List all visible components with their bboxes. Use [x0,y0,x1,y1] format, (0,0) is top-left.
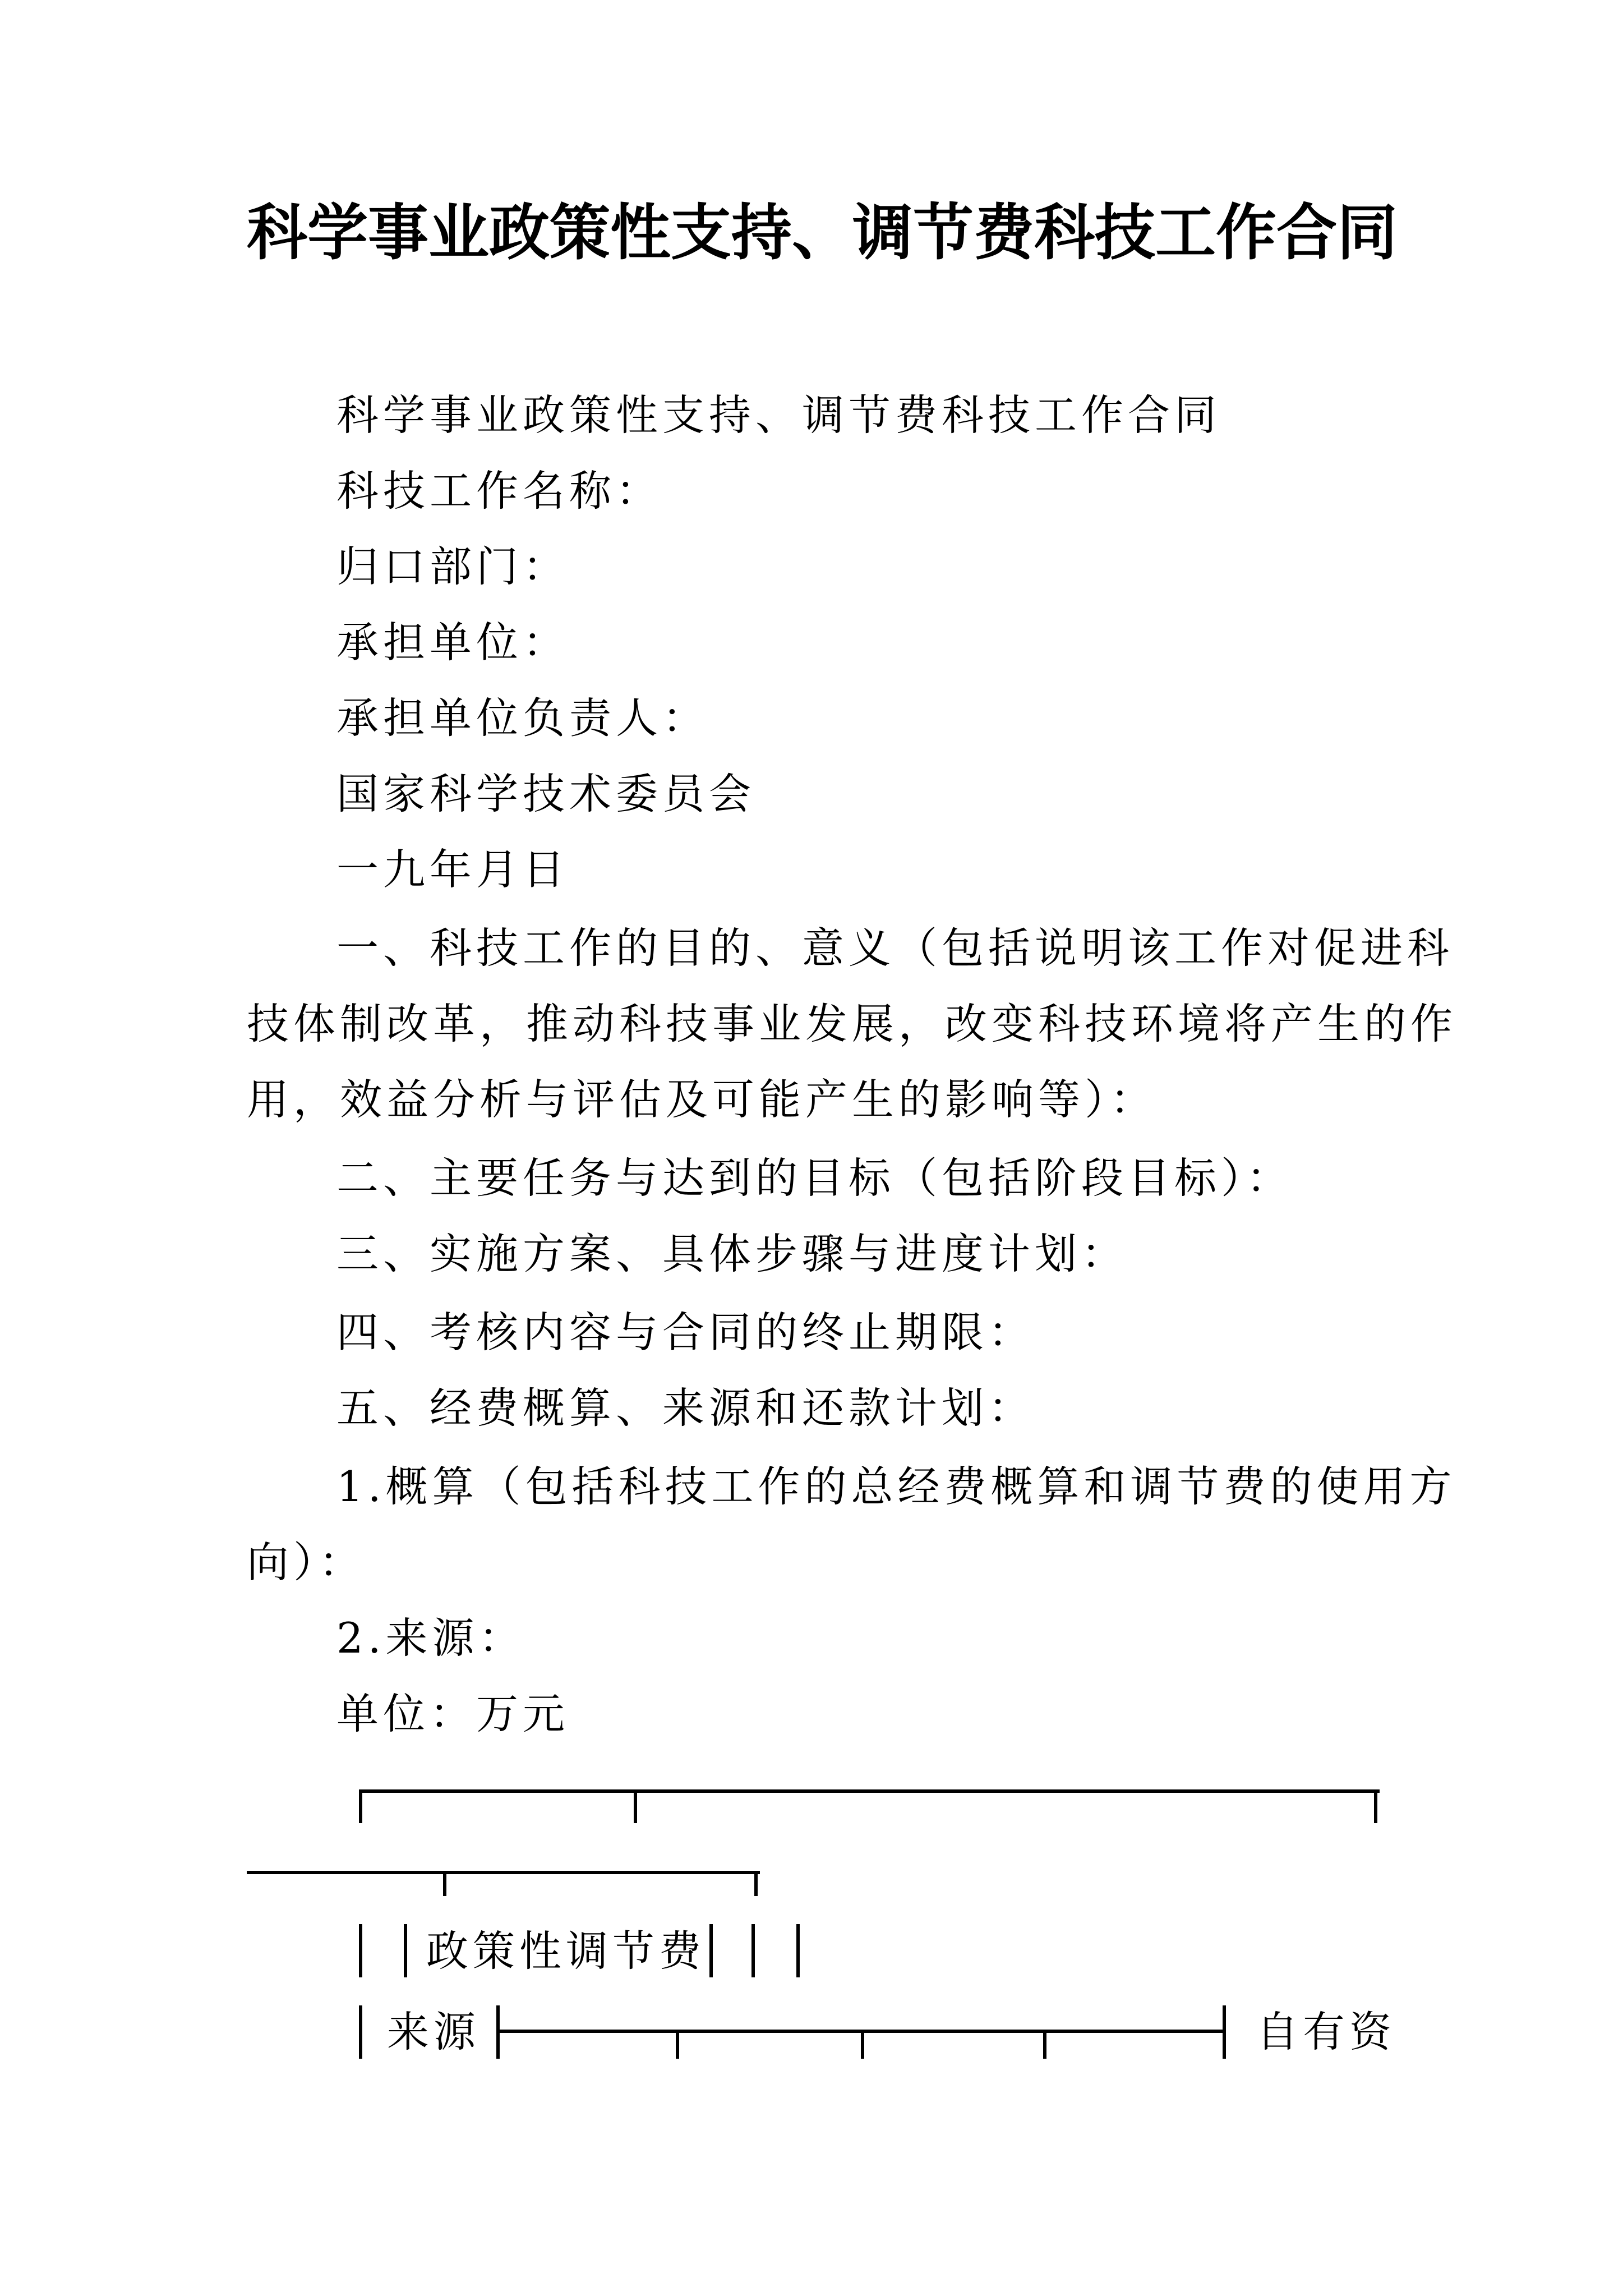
field-undertaking-unit: 承担单位： [336,618,570,667]
field-project-name: 科技工作名称： [336,466,663,516]
section-1-line-1: 一、科技工作的目的、意义（包括说明该工作对促进科 [336,923,1454,973]
field-department: 归口部门： [336,542,570,591]
section-4: 四、考核内容与合同的终止期限： [336,1308,1035,1357]
section-5-2: 2.来源： [336,1613,525,1663]
table-row1-divider-c [751,1924,755,1977]
table-header-policy-fee: 政策性调节费 [426,1926,706,1976]
table-row2-tick-3 [1043,2030,1046,2059]
table-row2-tick-2 [861,2030,864,2059]
table-top-right-corner [1374,1789,1377,1823]
table-top-divider [634,1789,637,1823]
section-5-1-line-1: 1.概算（包括科技工作的总经费概算和调节费的使用方 [336,1462,1456,1511]
section-3: 三、实施方案、具体步骤与进度计划： [336,1229,1128,1278]
section-1-line-2: 技体制改革，推动科技事业发展，改变科技环境将产生的作 [247,999,1458,1048]
table-row1-divider-a [404,1924,407,1977]
table-row2-left-border [359,2005,362,2059]
table-row2-tick-1 [676,2030,679,2059]
section-2: 二、主要任务与达到的目标（包括阶段目标）： [336,1153,1293,1203]
table-right-cell-own-funds: 自有资 [1256,2007,1396,2056]
table-row1-left-border [359,1924,362,1977]
table-second-divider-2 [754,1871,758,1896]
document-title: 科学事业政策性支持、调节费科技工作合同 [247,197,1398,268]
cover-heading: 科学事业政策性支持、调节费科技工作合同 [336,390,1221,440]
table-top-left-corner [359,1789,362,1823]
table-row1-divider-b [709,1924,713,1977]
table-second-border [247,1871,760,1874]
section-5: 五、经费概算、来源和还款计划： [336,1383,1035,1433]
issuer: 国家科学技术委员会 [336,769,756,818]
date: 一九年月日 [336,845,570,894]
table-top-border [359,1789,1380,1793]
table-second-divider-1 [443,1871,446,1896]
table-row2-divider-end [1223,2005,1226,2059]
table-row-label-source: 来源 [387,2007,481,2056]
unit-label: 单位：万元 [336,1689,570,1738]
section-5-1-line-2: 向）： [247,1538,366,1587]
table-row1-divider-d [796,1924,800,1977]
field-unit-leader: 承担单位负责人： [336,693,709,743]
section-1-line-3: 用，效益分析与评估及可能产生的影响等）： [247,1075,1157,1124]
